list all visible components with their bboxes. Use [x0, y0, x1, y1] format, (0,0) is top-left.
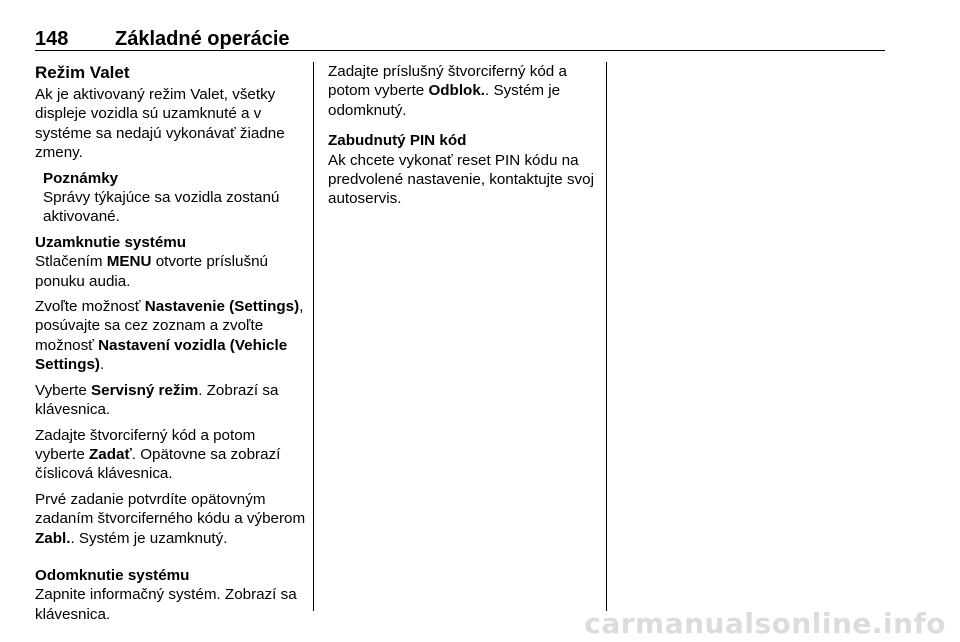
settings-label: Nastavenie (Settings) — [144, 298, 300, 316]
lock-step-1: Stlačením MENU otvorte príslušnú ponuku audia. — [35, 253, 268, 290]
menu-key-label: MENU — [106, 253, 152, 271]
page-number: 148 — [35, 28, 69, 50]
section-title: Režim Valet — [35, 63, 130, 82]
unlock-heading: Odomknutie systému — [35, 566, 190, 584]
column-divider-left — [313, 62, 314, 611]
intro-paragraph: Ak je aktivovaný režim Valet, všetky displeje vozidla sú uzamknuté a v systéme sa nedajú vykonávať žiadne zmeny. — [35, 86, 285, 162]
pin-heading: Zabudnutý PIN kód — [328, 132, 467, 150]
lock-step-2: Zvoľte možnosť Nastavenie (Settings), posúvajte sa cez zoznam a zvoľte možnosť Nastavení vozidla (Vehicle Settings). — [35, 298, 304, 374]
enter-label: Zadať — [89, 445, 132, 463]
lock-step-5: Prvé zadanie potvrdíte opätovným zadaním štvorciferného kódu a výberom Zabl.. Systém je uzamknutý. — [35, 490, 306, 547]
chapter-title: Základné operácie — [115, 28, 290, 50]
note-title: Poznámky — [43, 169, 119, 187]
vehicle-settings-label: Nastavení vozidla (Vehicle Settings) — [35, 336, 288, 374]
column-divider-right — [606, 62, 607, 611]
header-rule — [35, 50, 885, 51]
unlock-step-2: Zadajte príslušný štvorciferný kód a potom vyberte Odblok.. Systém je odomknutý. — [328, 63, 567, 119]
lock-heading: Uzamknutie systému — [35, 233, 187, 251]
unlock-label: Odblok. — [428, 82, 485, 100]
lock-label: Zabl. — [35, 529, 71, 547]
note-text: Správy týkajúce sa vozidla zostanú aktivované. — [43, 189, 280, 226]
pin-paragraph: Ak chcete vykonať reset PIN kódu na predvolené nastavenie, kontaktujte svoj autoservis. — [328, 151, 594, 208]
page-header — [35, 26, 885, 52]
unlock-step-1: Zapnite informačný systém. Zobrazí sa klávesnica. — [35, 586, 297, 623]
column-left — [35, 62, 307, 630]
note-box — [43, 169, 307, 227]
service-mode-label: Servisný režim — [91, 381, 199, 399]
watermark: carmanualsonline.info — [584, 607, 946, 640]
lock-step-4: Zadajte štvorciferný kód a potom vyberte Zadať. Opätovne sa zobrazí číslicová klávesnica. — [35, 426, 281, 483]
lock-step-3: Vyberte Servisný režim. Zobrazí sa klávesnica. — [35, 381, 279, 419]
column-middle — [328, 62, 598, 215]
